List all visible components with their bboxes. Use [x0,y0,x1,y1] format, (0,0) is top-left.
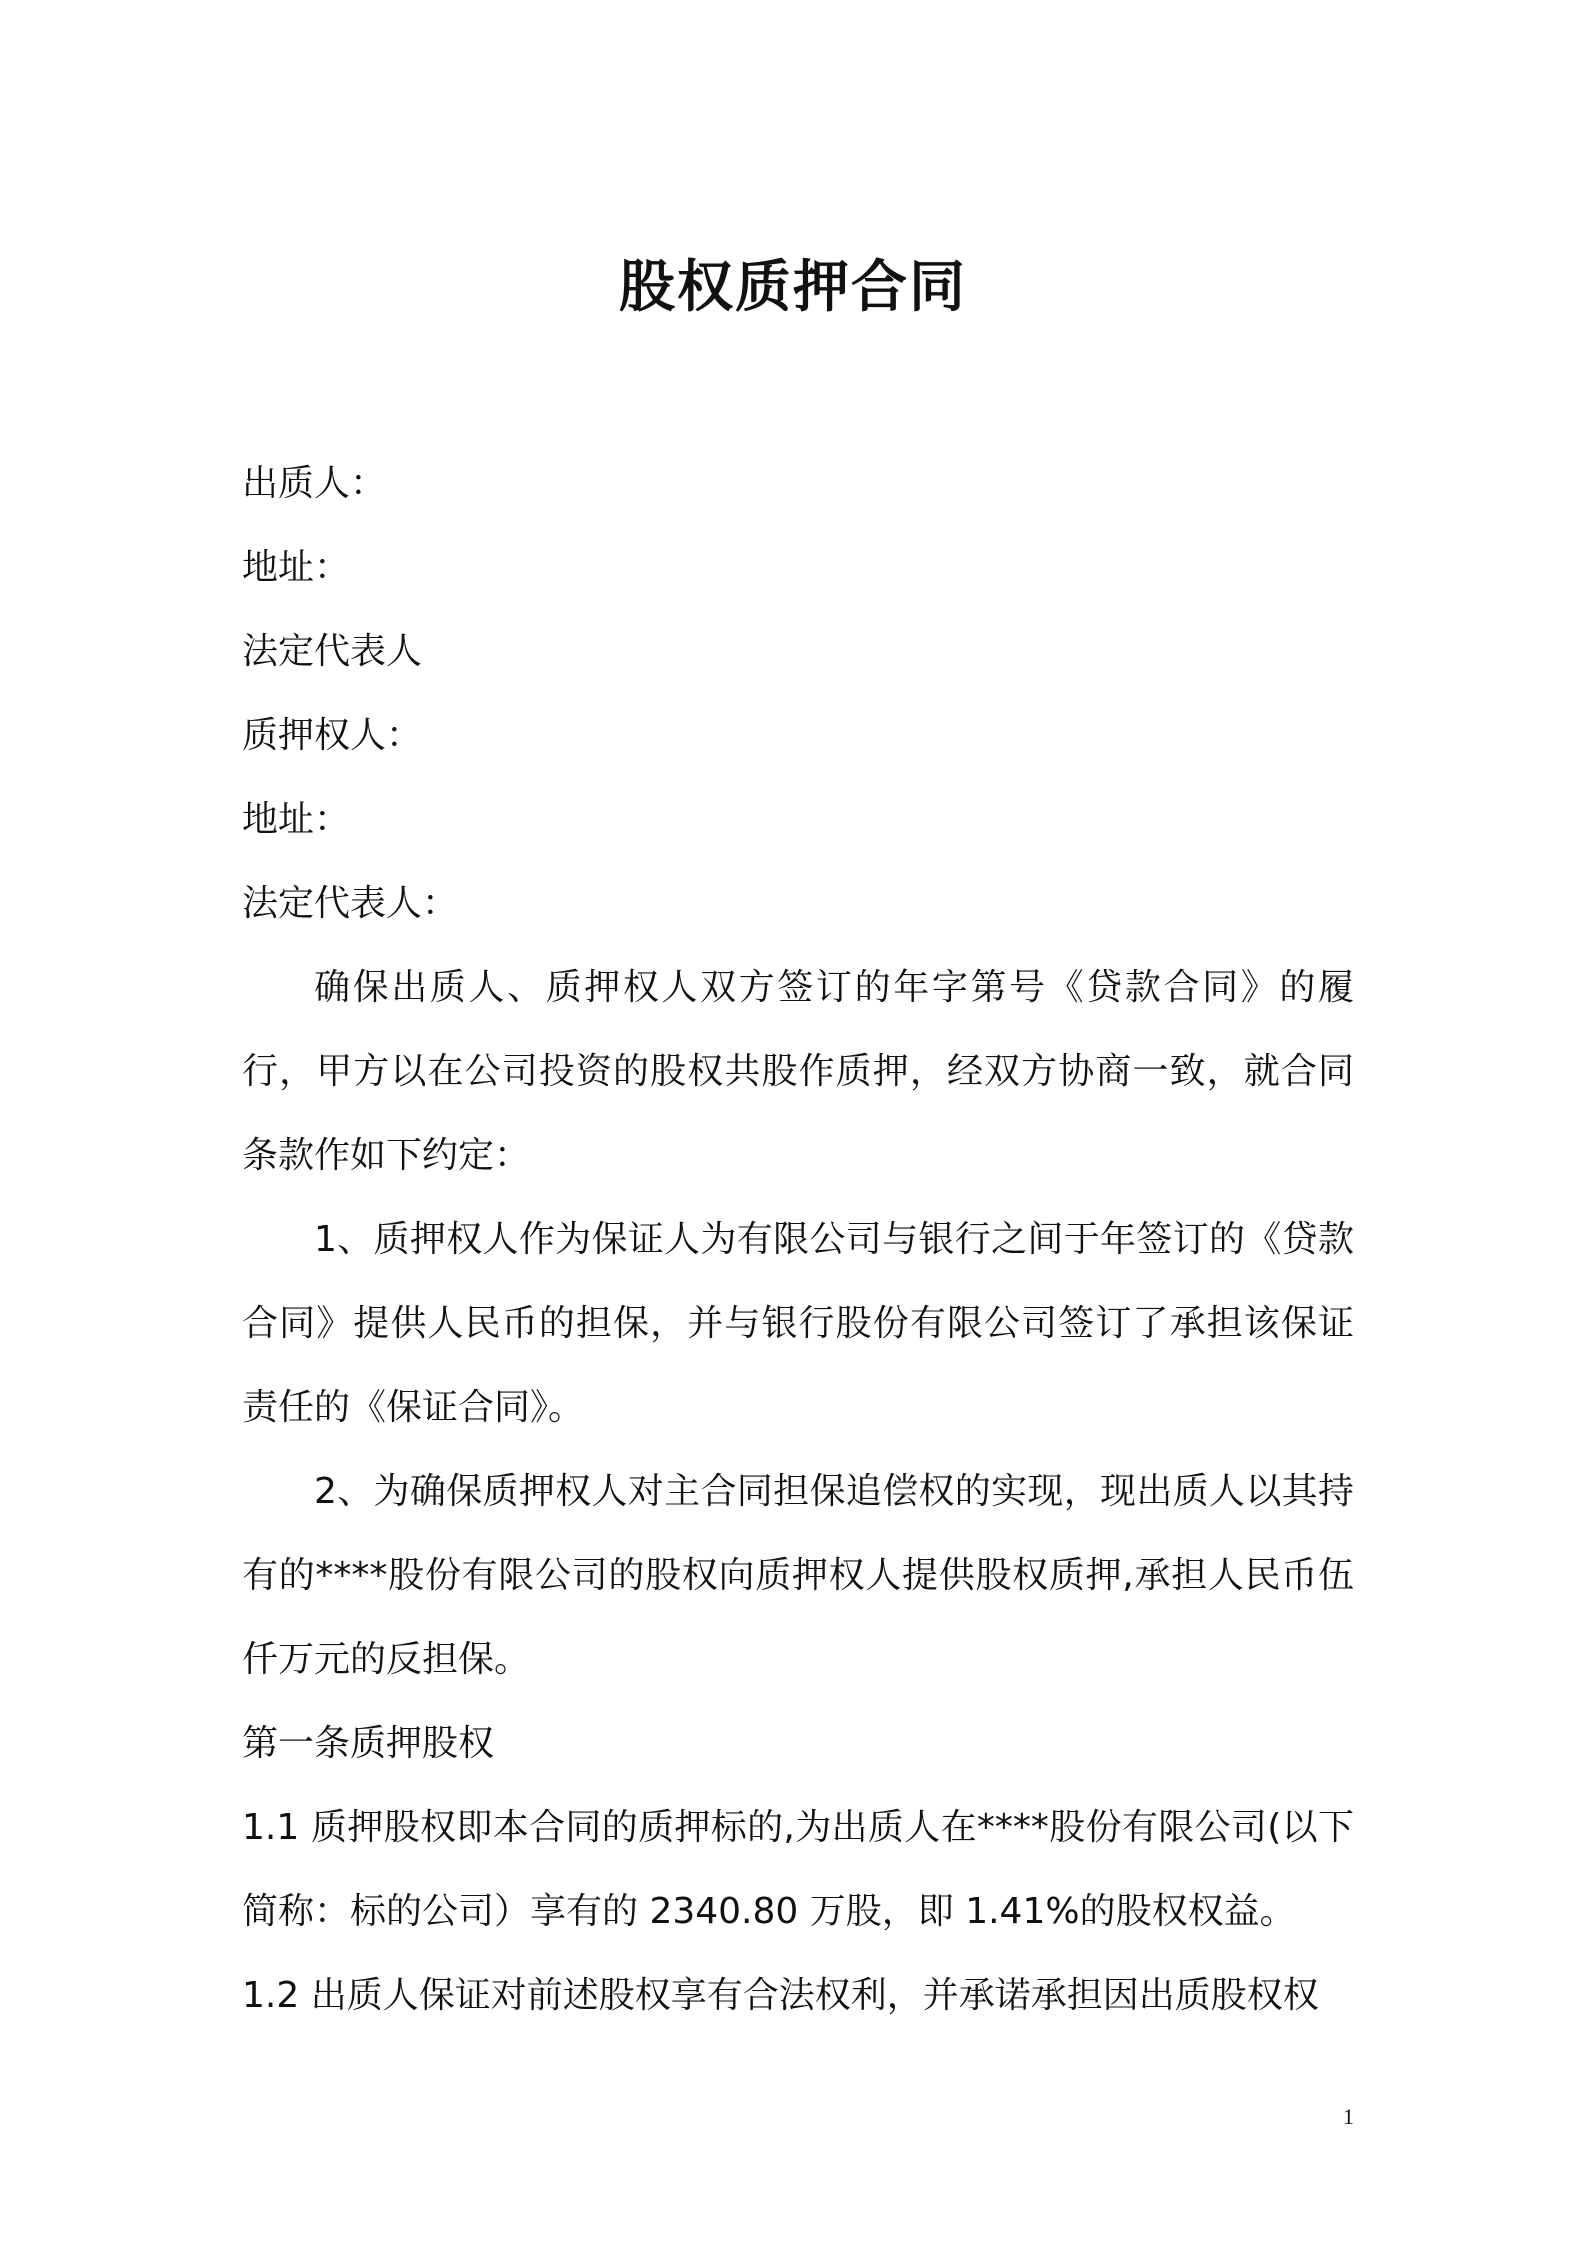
pledgee-label: 质押权人： [242,715,423,756]
article-1-heading: 第一条质押股权 [242,1723,495,1764]
intro-paragraph: 确保出质人、质押权人双方签订的年字第号《贷款合同》的履行，甲方以在公司投资的股权共股作质押，经双方协商一致，就合同条款作如下约定： [242,967,1354,1176]
pledgor-label: 出质人： [242,463,387,504]
page-number: 1 [1343,2104,1354,2129]
pledgor-representative-label: 法定代表人 [242,631,423,672]
pledgor-address-label: 地址： [242,547,351,588]
document-title: 股权质押合同 [619,255,967,320]
clause-1-1-paragraph: 1.1 质押股权即本合同的质押标的,为出质人在****股份有限公司(以下简称：标的公司）享有的 2340.80 万股，即 1.41%的股权权益。 [242,1807,1354,1932]
item-1-paragraph: 1、质押权人作为保证人为有限公司与银行之间于年签订的《贷款合同》提供人民币的担保，并与银行股份有限公司签订了承担该保证责任的《保证合同》。 [242,1219,1354,1428]
document-body [242,442,1354,2038]
pledgee-address-label: 地址： [242,799,351,840]
item-2-paragraph: 2、为确保质押权人对主合同担保追偿权的实现，现出质人以其持有的****股份有限公司的股权向质押权人提供股权质押,承担人民币伍仟万元的反担保。 [242,1471,1354,1680]
clause-1-2-paragraph: 1.2 出质人保证对前述股权享有合法权利，并承诺承担因出质股权权 [242,1975,1319,2016]
pledgee-representative-label: 法定代表人： [242,883,459,924]
